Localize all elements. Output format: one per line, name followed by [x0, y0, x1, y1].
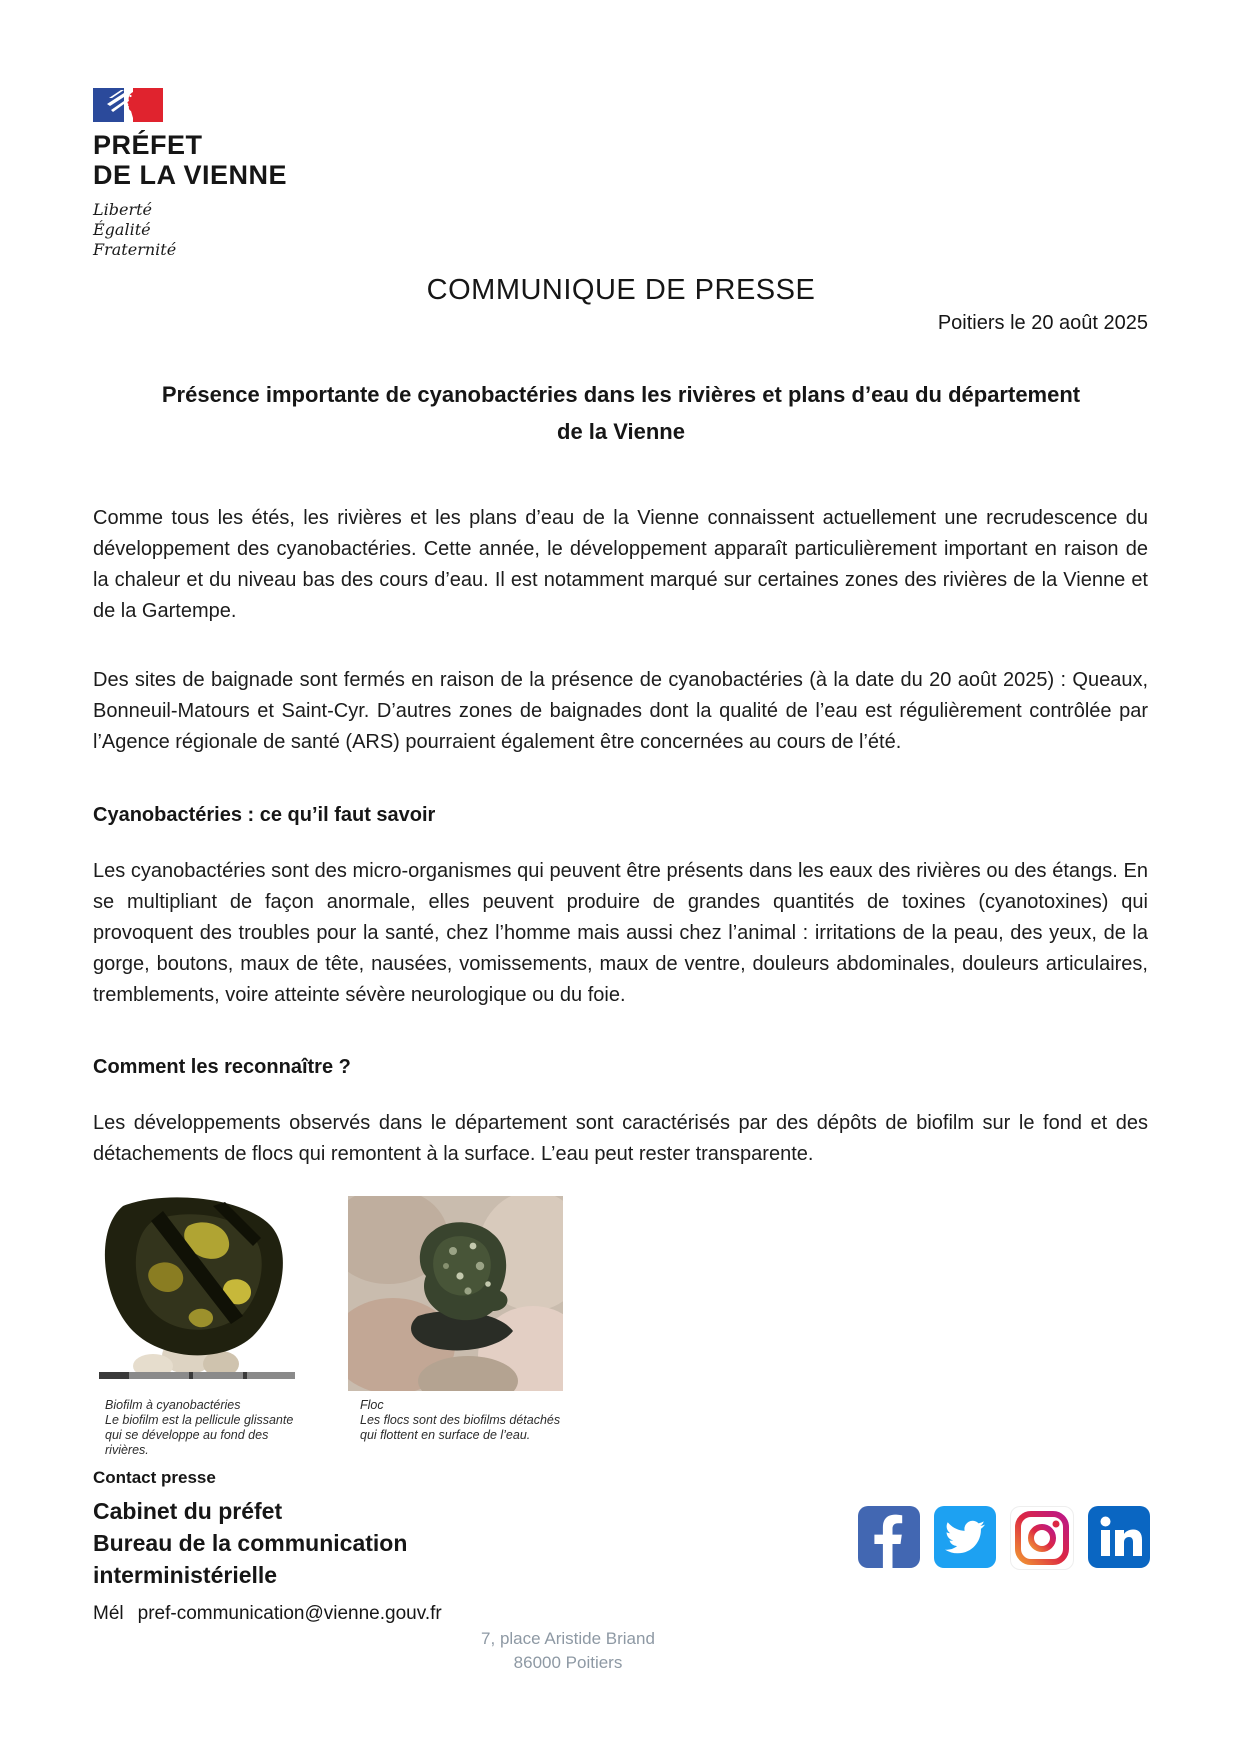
motto-liberte: Liberté [93, 200, 152, 219]
motto-fraternite: Fraternité [93, 240, 177, 259]
linkedin-icon[interactable] [1088, 1506, 1150, 1568]
figure-biofilm [93, 1196, 306, 1458]
paragraph-closed-sites: Des sites de baignade sont fermés en raison de la présence de cyanobactéries (à la date du 20 août 2025) : Queaux, Bonneuil-Matours et Saint-Cyr. D’autres zones de baignades dont la qualité de l’eau est régulièrement contrôlée par l’Agence régionale de santé (ARS) pourraient également être concernées au cours de l’été. [93, 669, 1148, 753]
figure-caption-floc-title: Floc [360, 1398, 384, 1412]
republic-motto [93, 200, 287, 260]
social-links [858, 1506, 1150, 1570]
contact-office-line2: Bureau de la communication [93, 1530, 408, 1556]
prefecture-logo [93, 88, 287, 260]
dateline: Poitiers le 20 août 2025 [937, 312, 1148, 334]
paragraph-intro: Comme tous les étés, les rivières et les plans d’eau de la Vienne connaissent actuellement une recrudescence du développement des cyanobactéries. Cette année, le développement apparaît particulièrement important en raison de la chaleur et du niveau bas des cours d’eau. Il est notamment marqué sur certaines zones des rivières de la Vienne et de la Gartempe. [93, 507, 1148, 622]
press-release-title: Présence importante de cyanobactéries dans les rivières et plans d’eau du département de la Vienne [161, 382, 1081, 444]
figure-caption-biofilm-title: Biofilm à cyanobactéries [105, 1398, 241, 1412]
contact-office-line1: Cabinet du préfet [93, 1498, 283, 1524]
contact-office-line3: interministérielle [93, 1562, 278, 1588]
section-body-what-to-know: Les cyanobactéries sont des micro-organismes qui peuvent être présents dans les eaux des rivières ou des étangs. En se multipliant de façon anormale, elles peuvent produire de grandes quantités de toxines (cyanotoxines) qui provoquent des troubles pour la santé, chez l’homme mais aussi chez l’animal : irritations de la peau, des yeux, de la gorge, boutons, maux de tête, nausées, vomissements, maux de ventre, douleurs abdominales, douleurs articulaires, tremblements, voire atteinte sévère neurologique ou du foie. [93, 860, 1148, 1006]
section-body-how-to-recognize: Les développements observés dans le département sont caractérisés par des dépôts de biofilm sur le fond et des détachements de flocs qui remontent à la surface. L’eau peut rester transparente. [93, 1112, 1148, 1165]
prefecture-name-line2: DE LA VIENNE [93, 160, 288, 190]
biofilm-photo [93, 1196, 306, 1391]
section-heading-how-to-recognize: Comment les reconnaître ? [93, 1056, 351, 1078]
footer-address-line1: 7, place Aristide Briand [481, 1629, 655, 1648]
document-type-heading: COMMUNIQUE DE PRESSE [426, 274, 816, 306]
motto-egalite: Égalité [93, 220, 151, 239]
figure-floc [348, 1196, 563, 1443]
footer-address-line2: 86000 Poitiers [513, 1653, 623, 1672]
prefecture-name-line1: PRÉFET [93, 130, 203, 160]
prefecture-name [93, 130, 287, 190]
contact-office [93, 1495, 407, 1591]
figure-caption-biofilm-body: Le biofilm est la pellicule glissante qui se développe au fond des rivières. [105, 1413, 294, 1457]
facebook-icon[interactable] [858, 1506, 920, 1568]
contact-press-label: Contact presse [93, 1468, 216, 1487]
floc-photo [348, 1196, 563, 1391]
contact-block [93, 1468, 407, 1591]
figure-caption-biofilm [93, 1398, 306, 1458]
section-heading-what-to-know: Cyanobactéries : ce qu’il faut savoir [93, 804, 436, 826]
french-flag-marianne-icon [93, 88, 163, 122]
figure-caption-floc [348, 1398, 563, 1443]
email-address[interactable]: pref-communication@vienne.gouv.fr [137, 1603, 442, 1624]
figure-caption-floc-body: Les flocs sont des biofilms détachés qui flottent en surface de l’eau. [360, 1413, 561, 1442]
contact-email-row [93, 1603, 442, 1625]
footer-address [368, 1627, 768, 1675]
twitter-icon[interactable] [934, 1506, 996, 1568]
email-label: Mél [93, 1603, 124, 1624]
instagram-icon[interactable] [1010, 1506, 1074, 1570]
